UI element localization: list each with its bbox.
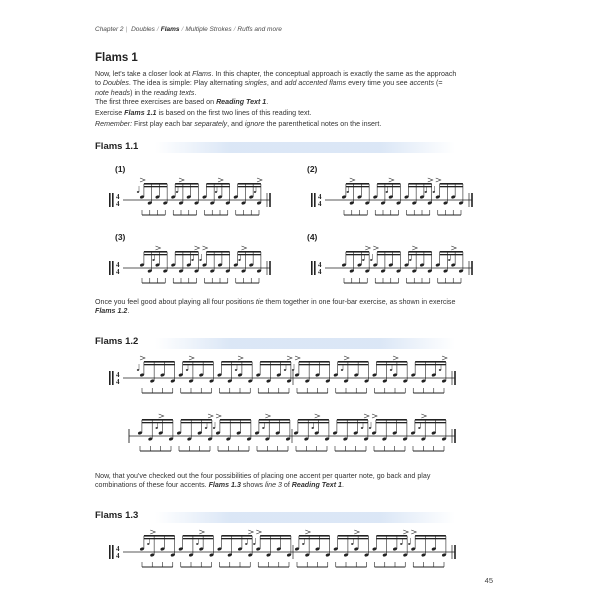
svg-text:4: 4 <box>116 545 120 553</box>
svg-text:4: 4 <box>116 268 120 276</box>
notation-1-1-c <box>107 240 272 286</box>
intro-line-4: Remember: First play each bar separately, and ignore the parenthetical notes on the insert. <box>95 120 382 128</box>
mid-paragraph: Once you feel good about playing all four positions tie them together in one four-bar exercise, as shown in exercise Flams 1.2. <box>95 298 456 316</box>
exercise-title-1-2: Flams 1.2 <box>95 336 139 347</box>
svg-text:4: 4 <box>318 200 322 208</box>
svg-text:4: 4 <box>318 193 322 201</box>
notation-1-2-b <box>127 408 457 458</box>
notation-1-1-d <box>309 240 474 286</box>
svg-text:4: 4 <box>318 261 322 269</box>
title-band <box>155 142 455 153</box>
intro-line-2: The first three exercises are based on Reading Text 1. <box>95 98 269 106</box>
example-label-4: (4) <box>307 232 318 242</box>
example-label-2: (2) <box>307 164 318 174</box>
svg-text:4: 4 <box>116 193 120 201</box>
crumb-flams: Flams <box>160 26 180 33</box>
intro-paragraph: Now, let's take a closer look at Flams. In this chapter, the conceptual approach is exactly the same as the approach to Doubles. The idea is simple: Play alternating singles, and add accented flams every time you see accents (= note heads) in the reading texts. <box>95 70 457 97</box>
notation-1-1-a <box>107 172 272 218</box>
svg-text:4: 4 <box>116 200 120 208</box>
notation-1-2-a <box>107 350 457 400</box>
exercise-title-1-3: Flams 1.3 <box>95 510 139 521</box>
running-header: Chapter 2 | Doubles / Flams / Multiple Strokes / Ruffs and more <box>95 26 282 33</box>
example-label-1: (1) <box>115 164 126 174</box>
section-title: Flams 1 <box>95 52 138 64</box>
svg-text:4: 4 <box>116 378 120 386</box>
book-page <box>95 10 505 595</box>
crumb-multiple-strokes: Multiple Strokes <box>185 26 232 33</box>
title-band <box>155 338 455 349</box>
crumb-ruffs: Ruffs and more <box>237 26 282 33</box>
page-number: 45 <box>484 576 493 585</box>
svg-text:4: 4 <box>116 371 120 379</box>
notation-1-3 <box>107 524 457 574</box>
svg-text:4: 4 <box>116 552 120 560</box>
exercise-title-1-1: Flams 1.1 <box>95 141 139 152</box>
svg-text:4: 4 <box>318 268 322 276</box>
crumb-doubles: Doubles <box>131 26 155 33</box>
title-band <box>155 512 455 523</box>
late-paragraph: Now, that you've checked out the four possibilities of placing one accent per quarter note, go back and play combinations of these four accents. Flams 1.3 shows line 3 of Reading Text 1. <box>95 472 431 490</box>
notation-1-1-b <box>309 172 474 218</box>
example-label-3: (3) <box>115 232 126 242</box>
intro-line-3: Exercise Flams 1.1 is based on the first two lines of this reading text. <box>95 109 312 117</box>
svg-text:4: 4 <box>116 261 120 269</box>
chapter-label: Chapter 2 <box>95 26 124 33</box>
